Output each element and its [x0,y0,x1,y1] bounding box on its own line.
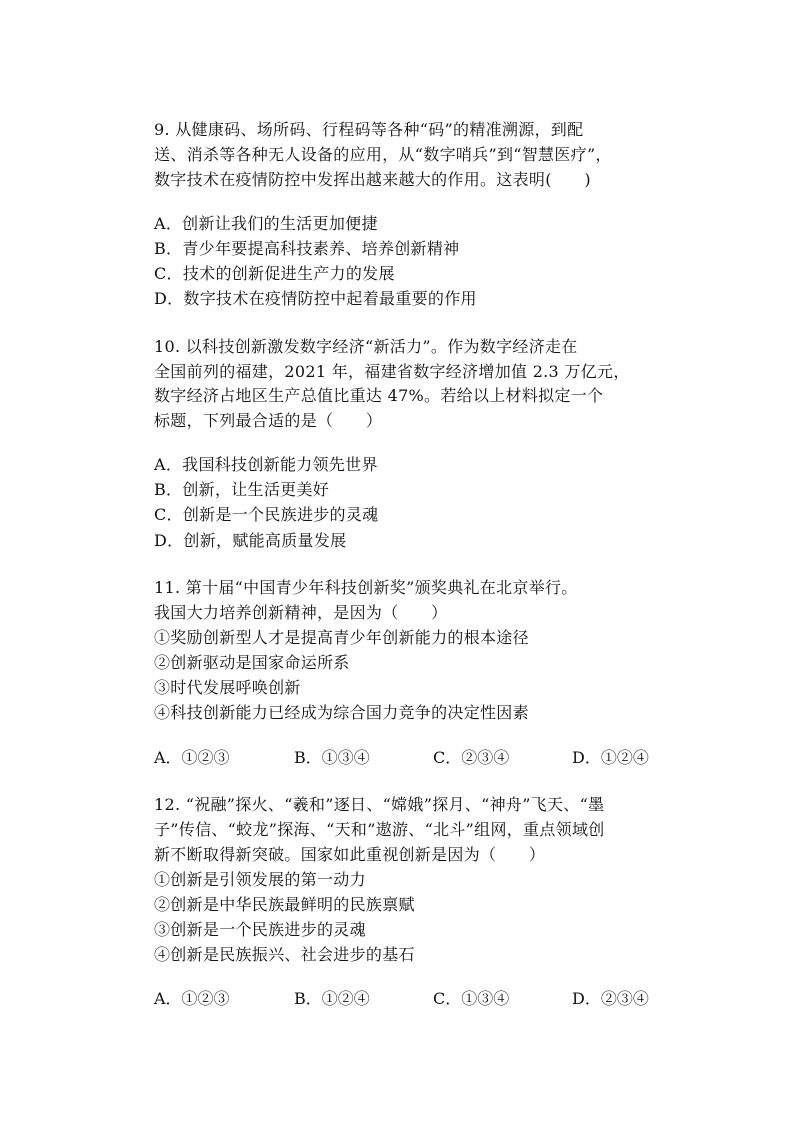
q10-stem-line-3: 数字经济占地区生产总值比重达 47%。若给以上材料拟定一个 [154,386,604,405]
q10-option-a: A．我国科技创新能力领先世界 [154,455,378,474]
q9-option-a: A．创新让我们的生活更加便捷 [154,214,378,233]
q12-statement-2: ②创新是中华民族最鲜明的民族禀赋 [154,895,415,914]
q12-statement-4: ④创新是民族振兴、社会进步的基石 [154,945,415,964]
q12-stem-line-3: 新不断取得新突破。国家如此重视创新是因为（ ） [154,845,546,864]
q10-option-b: B．创新，让生活更美好 [154,480,330,499]
q11-stem-line-1: 11. 第十届“中国青少年科技创新奖”颁奖典礼在北京举行。 [154,578,578,597]
q12-stem-line-1: 12. “祝融”探火、“羲和”逐日、“嫦娥”探月、“神舟”飞天、“墨 [154,795,605,814]
q12-choice-b: B．①②④ [294,989,370,1008]
q10-stem-line-4: 标题，下列最合适的是（ ） [154,411,383,430]
q9-stem-line-3: 数字技术在疫情防控中发挥出越来越大的作用。这表明( ) [154,170,591,189]
q11-choice-d: D．①②④ [572,748,649,767]
q12-stem-line-2: 子”传信、“蛟龙”探海、“天和”遨游、“北斗”组网，重点领域创 [154,820,605,839]
q9-option-b: B．青少年要提高科技素养、培养创新精神 [154,239,460,258]
q10-option-c: C．创新是一个民族进步的灵魂 [154,505,379,524]
q12-choice-c: C．①③④ [433,989,510,1008]
q11-statement-2: ②创新驱动是国家命运所系 [154,653,350,672]
q9-option-d: D．数字技术在疫情防控中起着最重要的作用 [154,289,477,308]
q12-statement-3: ③创新是一个民族进步的灵魂 [154,920,366,939]
q10-stem-line-2: 全国前列的福建，2021 年，福建省数字经济增加值 2.3 万亿元， [154,362,630,381]
q10-option-d: D．创新，赋能高质量发展 [154,531,347,550]
q10-stem-line-1: 10. 以科技创新激发数字经济“新活力”。作为数字经济走在 [154,337,578,356]
q9-option-c: C．技术的创新促进生产力的发展 [154,264,395,283]
q12-choice-a: A．①②③ [154,989,230,1008]
q12-choice-d: D．②③④ [572,989,649,1008]
q9-stem-line-1: 9. 从健康码、场所码、行程码等各种“码”的精准溯源，到配 [154,120,584,139]
q11-statement-4: ④科技创新能力已经成为综合国力竞争的决定性因素 [154,703,529,722]
q12-statement-1: ①创新是引领发展的第一动力 [154,870,366,889]
q11-choice-a: A．①②③ [154,748,230,767]
q9-stem-line-2: 送、消杀等各种无人设备的应用，从“数字哨兵”到“智慧医疗”， [154,145,612,164]
q11-statement-1: ①奖励创新型人才是提高青少年创新能力的根本途径 [154,628,529,647]
q11-choice-c: C．②③④ [433,748,510,767]
q11-statement-3: ③时代发展呼唤创新 [154,678,301,697]
q11-stem-line-2: 我国大力培养创新精神，是因为（ ） [154,603,448,622]
q11-choice-b: B．①③④ [294,748,370,767]
